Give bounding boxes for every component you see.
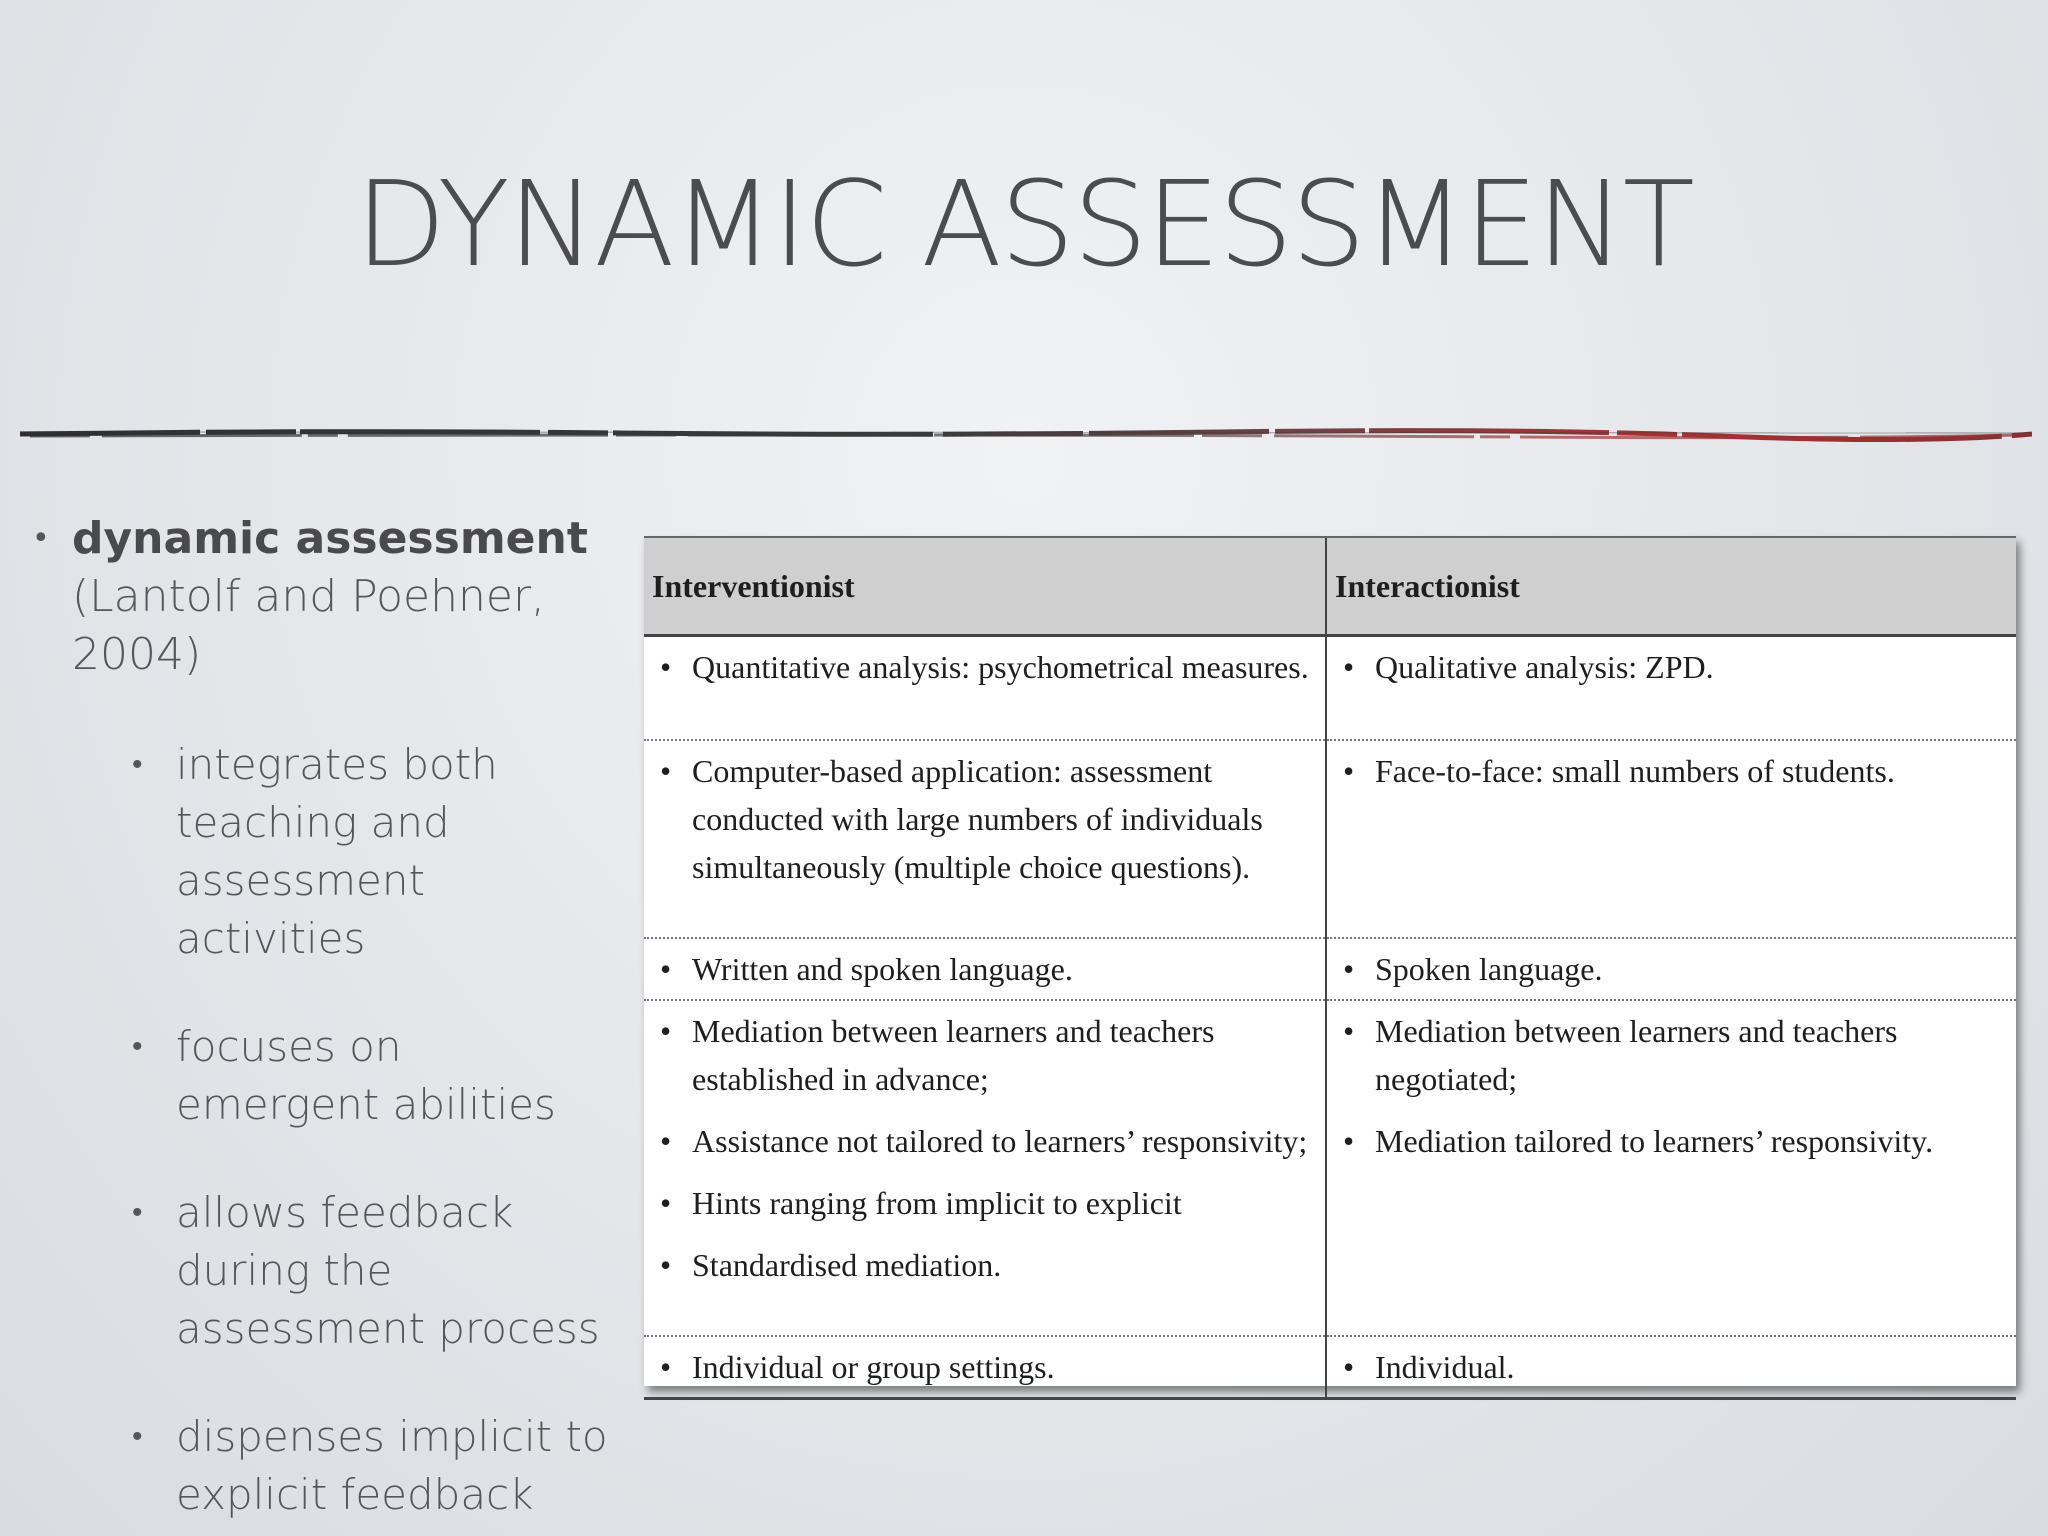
cell-bullet: • Standardised mediation.: [652, 1241, 1317, 1289]
sub-bullet-item: [72, 736, 608, 968]
table-row: [644, 938, 2016, 1000]
cell-bullet: • Spoken language.: [1335, 945, 2008, 993]
cell-bullet: • Face-to-face: small numbers of students.: [1335, 747, 2008, 795]
cell-bullet: • Quantitative analysis: psychometrical measures.: [652, 643, 1317, 691]
sub-bullet-item: [72, 1018, 608, 1134]
table-row: [644, 636, 2016, 740]
bullet-main-citation: (Lantolf and Poehner, 2004): [72, 571, 546, 680]
cell-bullet: • Written and spoken language.: [652, 945, 1317, 993]
sub-bullet-item: [72, 1408, 608, 1524]
cell-bullet: • Hints ranging from implicit to explicit: [652, 1179, 1317, 1227]
comparison-table-image: [644, 536, 2016, 1386]
cell-bullet: • Mediation tailored to learners’ responsivity.: [1335, 1117, 2008, 1165]
table-row: [644, 1336, 2016, 1399]
table-cell-right: [1326, 938, 2016, 1000]
bullet-dot-icon: •: [132, 1029, 143, 1064]
table-cell-left: [644, 1000, 1326, 1336]
cell-bullet: • Computer-based application: assessment conducted with large numbers of individuals simultaneously (multiple choice questions).: [652, 747, 1317, 891]
table-header-row: [644, 538, 2016, 636]
divider-line: [20, 420, 2032, 450]
table-row: [644, 1000, 2016, 1336]
cell-bullet: • Mediation between learners and teachers established in advance;: [652, 1007, 1317, 1103]
slide-title: DYNAMIC ASSESSMENT: [355, 155, 1693, 293]
cell-bullet: • Mediation between learners and teachers negotiated;: [1335, 1007, 2008, 1103]
bullet-list: [28, 510, 608, 1524]
table-cell-left: [644, 938, 1326, 1000]
table-cell-left: [644, 740, 1326, 938]
table-cell-right: [1326, 636, 2016, 740]
table-cell-right: [1326, 1000, 2016, 1336]
table-cell-right: [1326, 740, 2016, 938]
table-cell-left: [644, 636, 1326, 740]
cell-bullet: • Assistance not tailored to learners’ responsivity;: [652, 1117, 1317, 1165]
bullet-dot-icon: •: [132, 1195, 143, 1230]
table-cell-right: [1326, 1336, 2016, 1399]
bullet-dot-icon: •: [32, 521, 50, 556]
cell-bullet: • Qualitative analysis: ZPD.: [1335, 643, 2008, 691]
bullet-main-bold: dynamic assessment: [72, 513, 588, 564]
bullet-dot-icon: •: [132, 1419, 143, 1454]
table-cell-left: [644, 1336, 1326, 1399]
cell-bullet: • Individual or group settings.: [652, 1343, 1317, 1391]
sub-bullet-text: focuses on emergent abilities: [176, 1022, 556, 1129]
sub-bullet-item: [72, 1184, 608, 1358]
table-row: [644, 740, 2016, 938]
cell-bullet: • Individual.: [1335, 1343, 2008, 1391]
sub-bullet-list: [72, 736, 608, 1524]
column-header-interactionist: Interactionist: [1326, 538, 2016, 636]
bullet-dot-icon: •: [132, 747, 143, 782]
column-header-interventionist: Interventionist: [644, 538, 1326, 636]
sub-bullet-text: dispenses implicit to explicit feedback: [176, 1412, 608, 1519]
bullet-main: [28, 510, 608, 1524]
comparison-table: [644, 538, 2016, 1400]
sub-bullet-text: allows feedback during the assessment process: [176, 1188, 600, 1353]
sub-bullet-text: integrates both teaching and assessment activities: [176, 740, 498, 963]
